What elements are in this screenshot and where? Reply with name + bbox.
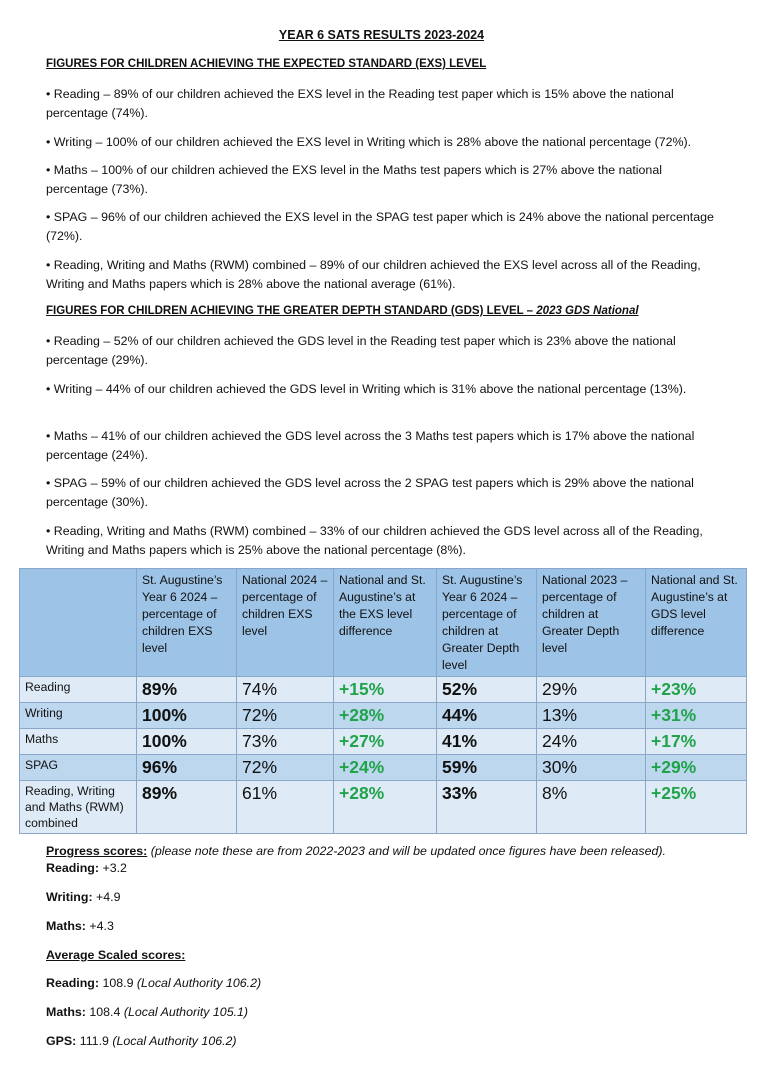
cell-nat-exs: 72% bbox=[237, 755, 334, 781]
cell-nat-exs: 74% bbox=[237, 677, 334, 703]
progress-value: +4.9 bbox=[92, 890, 121, 904]
scaled-label: Maths: bbox=[46, 1005, 86, 1019]
table-header-row bbox=[20, 569, 747, 677]
scaled-maths bbox=[46, 1005, 248, 1019]
header-cell: National and St. Augustine’s at GDS level difference bbox=[646, 569, 747, 677]
header-cell: St. Augustine’s Year 6 2024 – percentage of children EXS level bbox=[137, 569, 237, 677]
row-subject: Maths bbox=[20, 729, 137, 755]
gds-heading-text: FIGURES FOR CHILDREN ACHIEVING THE GREATER DEPTH STANDARD (GDS) LEVEL – bbox=[46, 305, 537, 317]
cell-gds-diff: +17% bbox=[646, 729, 747, 755]
cell-gds: 33% bbox=[437, 781, 537, 834]
cell-gds-diff: +25% bbox=[646, 781, 747, 834]
gds-point-reading: • Reading – 52% of our children achieved the GDS level in the Reading test paper which is 23% above the national percentage (29%). bbox=[46, 334, 676, 367]
cell-gds: 44% bbox=[437, 703, 537, 729]
progress-writing bbox=[46, 890, 120, 904]
exs-point-writing: • Writing – 100% of our children achieved the EXS level in Writing which is 28% above the national percentage (72%). bbox=[46, 135, 692, 149]
scaled-reading bbox=[46, 976, 261, 990]
gds-heading-italic: 2023 GDS National bbox=[536, 305, 639, 317]
row-subject: Reading, Writing and Maths (RWM) combined bbox=[20, 781, 137, 834]
progress-maths bbox=[46, 919, 114, 933]
gds-heading bbox=[46, 305, 639, 317]
row-subject: Writing bbox=[20, 703, 137, 729]
cell-gds: 59% bbox=[437, 755, 537, 781]
cell-nat-gds: 30% bbox=[537, 755, 646, 781]
cell-exs-diff: +27% bbox=[334, 729, 437, 755]
cell-nat-gds: 13% bbox=[537, 703, 646, 729]
scaled-la: (Local Authority 106.2) bbox=[136, 976, 262, 990]
progress-label: Maths: bbox=[46, 919, 86, 933]
exs-point-reading: • Reading – 89% of our children achieved the EXS level in the Reading test paper which is 15% above the national percentage (74%). bbox=[46, 87, 674, 120]
table-row bbox=[20, 755, 747, 781]
scaled-value: 108.9 bbox=[99, 976, 137, 990]
cell-exs-diff: +24% bbox=[334, 755, 437, 781]
cell-nat-gds: 29% bbox=[537, 677, 646, 703]
header-cell: National and St. Augustine’s at the EXS level difference bbox=[334, 569, 437, 677]
scaled-label: GPS: bbox=[46, 1034, 77, 1048]
cell-nat-exs: 73% bbox=[237, 729, 334, 755]
progress-heading-line bbox=[46, 844, 666, 858]
gds-point-writing: • Writing – 44% of our children achieved the GDS level in Writing which is 31% above the national percentage (13%). bbox=[46, 382, 687, 396]
cell-exs: 100% bbox=[137, 729, 237, 755]
cell-exs-diff: +15% bbox=[334, 677, 437, 703]
table-row bbox=[20, 729, 747, 755]
scaled-heading: Average Scaled scores: bbox=[46, 948, 186, 962]
cell-exs: 96% bbox=[137, 755, 237, 781]
progress-heading: Progress scores: bbox=[46, 844, 148, 858]
scaled-la: (Local Authority 105.1) bbox=[123, 1005, 249, 1019]
header-cell: National 2023 – percentage of children at Greater Depth level bbox=[537, 569, 646, 677]
progress-label: Reading: bbox=[46, 861, 100, 875]
exs-point-rwm: • Reading, Writing and Maths (RWM) combined – 89% of our children achieved the EXS level across all of the Reading, Writing and Maths papers which is 28% above the national average (61%). bbox=[46, 258, 701, 291]
exs-point-maths: • Maths – 100% of our children achieved the EXS level in the Maths test papers which is 27% above the national percentage (73%). bbox=[46, 163, 662, 196]
gds-point-rwm: • Reading, Writing and Maths (RWM) combined – 33% of our children achieved the GDS level across all of the Reading, Writing and Maths papers which is 25% above the national percentage (8%). bbox=[46, 524, 703, 557]
cell-exs-diff: +28% bbox=[334, 781, 437, 834]
cell-exs: 89% bbox=[137, 781, 237, 834]
results-table bbox=[19, 568, 747, 834]
exs-point-spag: • SPAG – 96% of our children achieved the EXS level in the SPAG test paper which is 24% above the national percentage (72%). bbox=[46, 210, 714, 243]
cell-nat-exs: 61% bbox=[237, 781, 334, 834]
header-cell: National 2024 – percentage of children EXS level bbox=[237, 569, 334, 677]
row-subject: Reading bbox=[20, 677, 137, 703]
progress-value: +4.3 bbox=[85, 919, 114, 933]
header-cell bbox=[20, 569, 137, 677]
cell-gds: 41% bbox=[437, 729, 537, 755]
cell-exs: 89% bbox=[137, 677, 237, 703]
scaled-gps bbox=[46, 1034, 237, 1048]
cell-gds-diff: +29% bbox=[646, 755, 747, 781]
header-cell: St. Augustine’s Year 6 2024 – percentage of children at Greater Depth level bbox=[437, 569, 537, 677]
cell-nat-gds: 24% bbox=[537, 729, 646, 755]
progress-note: (please note these are from 2022-2023 and will be updated once figures have been released). bbox=[147, 844, 666, 858]
scaled-value: 108.4 bbox=[85, 1005, 124, 1019]
scaled-value: 111.9 bbox=[76, 1034, 113, 1048]
cell-nat-exs: 72% bbox=[237, 703, 334, 729]
cell-exs-diff: +28% bbox=[334, 703, 437, 729]
cell-gds: 52% bbox=[437, 677, 537, 703]
gds-point-spag: • SPAG – 59% of our children achieved the GDS level across the 2 SPAG test papers which is 29% above the national percentage (30%). bbox=[46, 476, 694, 509]
row-subject: SPAG bbox=[20, 755, 137, 781]
table-row bbox=[20, 781, 747, 834]
cell-gds-diff: +31% bbox=[646, 703, 747, 729]
exs-heading: FIGURES FOR CHILDREN ACHIEVING THE EXPECTED STANDARD (EXS) LEVEL bbox=[46, 58, 487, 70]
progress-value: +3.2 bbox=[99, 861, 127, 875]
scaled-la: (Local Authority 106.2) bbox=[112, 1034, 237, 1048]
cell-exs: 100% bbox=[137, 703, 237, 729]
scaled-heading-line bbox=[46, 948, 185, 962]
cell-gds-diff: +23% bbox=[646, 677, 747, 703]
progress-label: Writing: bbox=[46, 890, 93, 904]
scaled-label: Reading: bbox=[46, 976, 100, 990]
table-row bbox=[20, 703, 747, 729]
progress-reading bbox=[46, 861, 127, 875]
page-title: YEAR 6 SATS RESULTS 2023-2024 bbox=[278, 28, 485, 42]
table-row bbox=[20, 677, 747, 703]
cell-nat-gds: 8% bbox=[537, 781, 646, 834]
gds-point-maths: • Maths – 41% of our children achieved the GDS level across the 3 Maths test papers which is 17% above the national percentage (24%). bbox=[46, 429, 695, 462]
